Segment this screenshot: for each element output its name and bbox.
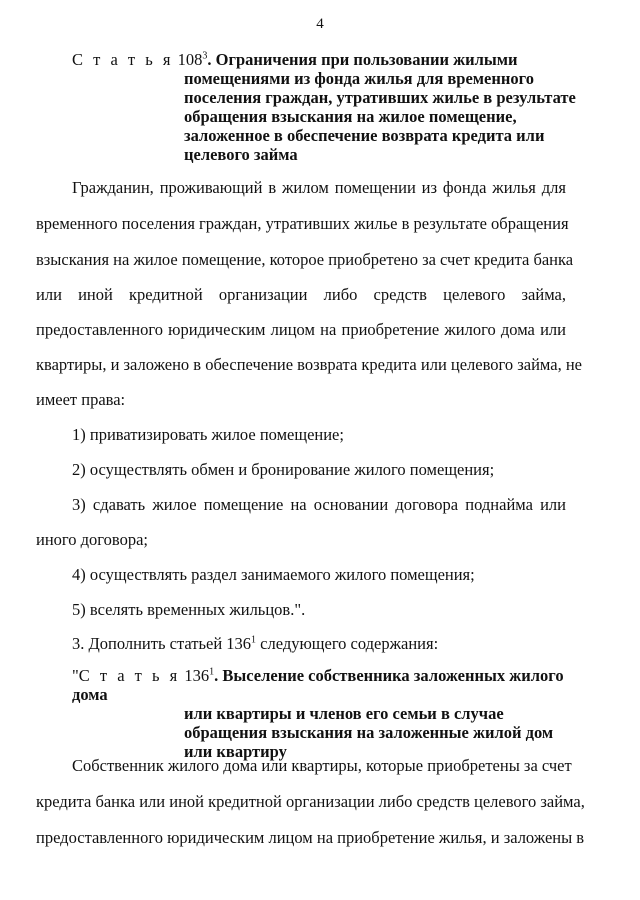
article-108-title-line: заложенное в обеспечение возврата кредита или [184, 126, 545, 145]
article-108-heading [72, 50, 582, 164]
article-108-title-line: целевого займа [184, 145, 298, 164]
article-136-title-line: или квартиру [184, 742, 287, 761]
list-item: 1) приватизировать жилое помещение; [72, 425, 344, 444]
article-136-quote: " [72, 666, 79, 685]
final-line: предоставленного юридическим лицом на приобретение жилья, и заложены в [36, 828, 585, 847]
article-136-title-first: . Выселение собственника заложенных жилого дома [72, 666, 564, 704]
list-item: 2) осуществлять обмен и бронирование жилого помещения; [72, 460, 495, 479]
article-136-title-line: или квартиры и членов его семьи в случае [184, 704, 504, 723]
article-136-title-line: обращения взыскания на заложенные жилой дом [184, 723, 554, 742]
body-line: предоставленного юридическим лицом на приобретение жилого дома или [36, 320, 566, 339]
amendment-suffix: следующего содержания: [256, 634, 439, 653]
page-number: 4 [316, 16, 324, 32]
final-line: Собственник жилого дома или квартиры, которые приобретены за счет [72, 756, 572, 775]
article-108-number: 108 [177, 50, 203, 69]
list-item: 3) сдавать жилое помещение на основании договора поднайма или [72, 495, 566, 514]
article-136-sup: 1 [209, 666, 215, 678]
article-108-sup: 3 [202, 50, 208, 62]
body-line: или иной кредитной организации либо средств целевого займа, [36, 285, 566, 304]
article-108-title-first: . Ограничения при пользовании жилыми [207, 50, 518, 69]
article-108-label: С т а т ь я [72, 50, 174, 69]
article-136-heading [72, 666, 582, 761]
article-108-title-line: поселения граждан, утративших жилье в результате [184, 88, 576, 107]
article-136-label: С т а т ь я [78, 666, 181, 685]
body-line: квартиры, и заложено в обеспечение возврата кредита или целевого займа, не [36, 355, 582, 374]
body-line: временного поселения граждан, утративших жилье в результате обращения [36, 214, 569, 233]
amendment-sup: 1 [251, 634, 257, 646]
list-item: 4) осуществлять раздел занимаемого жилого помещения; [72, 565, 475, 584]
amendment-line [72, 634, 566, 654]
list-item: 5) вселять временных жильцов.". [72, 600, 306, 619]
amendment-prefix: 3. Дополнить статьей 136 [72, 634, 252, 653]
article-108-title-line: помещениями из фонда жилья для временного [184, 69, 534, 88]
list-item: иного договора; [36, 530, 148, 549]
final-line: кредита банка или иной кредитной организации либо средств целевого займа, [36, 792, 585, 811]
body-line: взыскания на жилое помещение, которое приобретено за счет кредита банка [36, 250, 574, 269]
body-line: Гражданин, проживающий в жилом помещении из фонда жилья для [72, 178, 566, 197]
article-108-title-line: обращения взыскания на жилое помещение, [184, 107, 517, 126]
body-line: имеет права: [36, 390, 126, 409]
article-136-number: 136 [184, 666, 210, 685]
